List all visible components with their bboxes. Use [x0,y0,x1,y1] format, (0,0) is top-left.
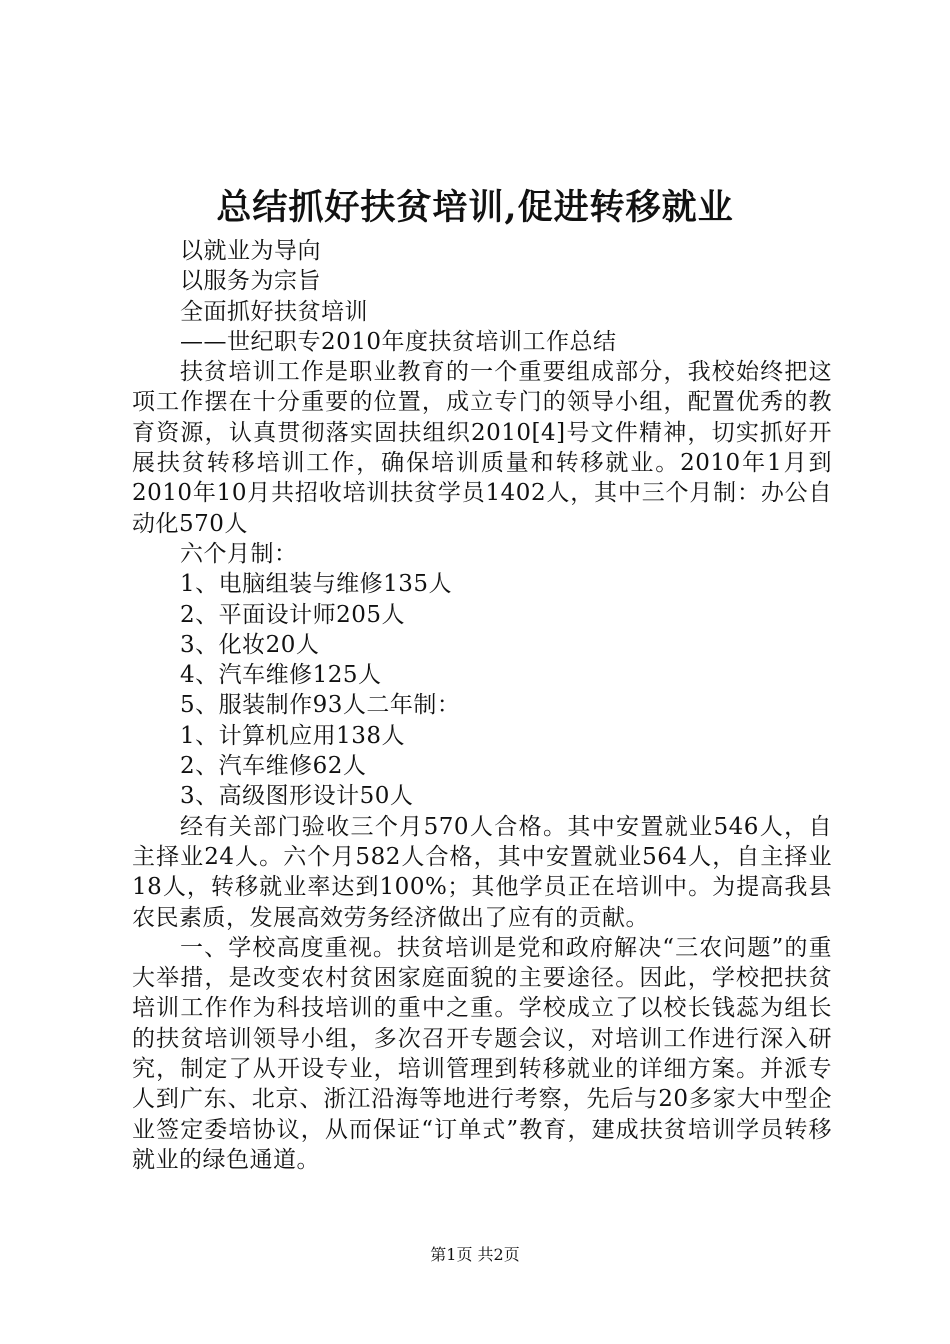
list-item: 5、服装制作93人二年制： [180,692,461,719]
list-item: 3、高级图形设计50人 [180,783,414,810]
paragraph-section-1: 一、学校高度重视。扶贫培训是党和政府解决“三农问题”的重大举措，是改变农村贫困家庭面貌的主要途径。因此，学校把扶贫培训工作作为科技培训的重中之重。学校成立了以校长钱蕊为组长的扶贫培训领导小组，多次召开专题会议，对培训工作进行深入研究，制定了从开设专业，培训管理到转移就业的详细方案。并派专人到广东、北京、浙江沿海等地进行考察，先后与20多家大中型企业签定委培协议，从而保证“订单式”教育，建成扶贫培训学员转移就业的绿色通道。 [132,934,832,1173]
list-item: 2、平面设计师205人 [180,601,406,628]
list-item: 1、电脑组装与维修135人 [180,571,453,598]
slogan-line-1: 以就业为导向 [180,238,321,264]
slogan-line-2: 以服务为宗旨 [180,268,321,295]
subtitle-line: ——世纪职专2010年度扶贫培训工作总结 [180,328,617,355]
list-item: 4、汽车维修125人 [180,662,382,689]
list-item: 1、计算机应用138人 [180,722,406,749]
slogan-line-3: 全面抓好扶贫培训 [180,298,368,325]
paragraph-intro: 扶贫培训工作是职业教育的一个重要组成部分，我校始终把这项工作摆在十分重要的位置，成立专门的领导小组，配置优秀的教育资源，认真贯彻落实固扶组织2010[4]号文件精神，切实抓好开展扶贫转移培训工作，确保培训质量和转移就业。2010年1月到2010年10月共招收培训扶贫学员1402人，其中三个月制：办公自动化570人 [132,359,832,537]
page-footer: 第1页 共2页 [430,1245,520,1264]
paragraph-results: 经有关部门验收三个月570人合格。其中安置就业546人，自主择业24人。六个月582人合格，其中安置就业564人，自主择业18人，转移就业率达到100%；其他学员正在培训中。为提高我县农民素质，发展高效劳务经济做出了应有的贡献。 [132,813,832,931]
document-title: 总结抓好扶贫培训,促进转移就业 [216,187,734,228]
list-heading: 六个月制： [180,540,298,567]
list-item: 3、化妆20人 [180,631,320,658]
list-item: 2、汽车维修62人 [180,753,367,780]
document-body [132,236,832,1175]
